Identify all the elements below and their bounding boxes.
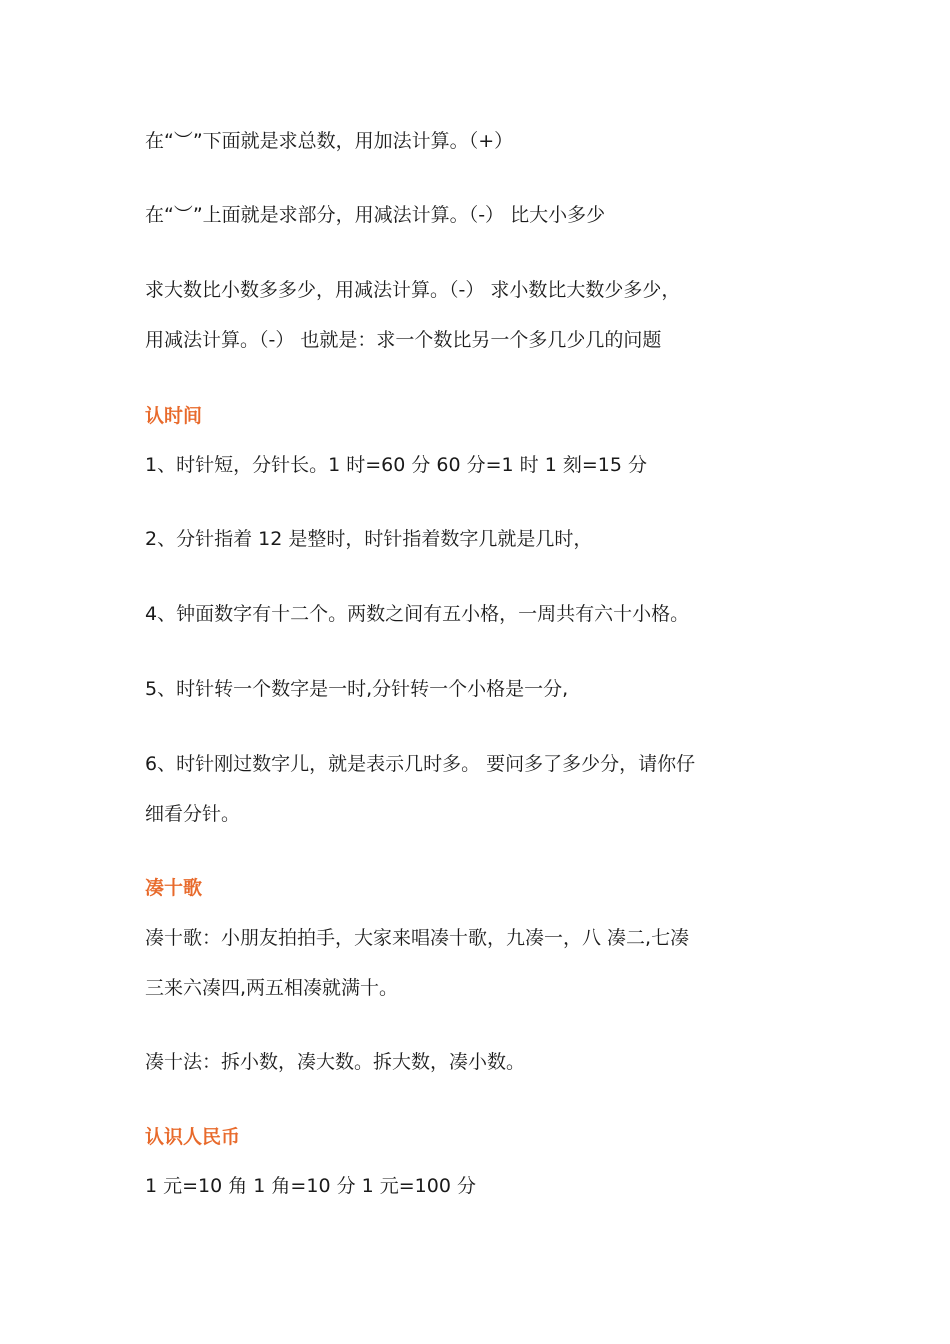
- section-heading-time: 认时间: [145, 405, 203, 427]
- ten-item: 凑十歌：小朋友拍拍手，大家来唱凑十歌，九凑一，八 凑二,七凑: [145, 927, 690, 949]
- intro-line-compare-cont: 用减法计算。（-） 也就是：求一个数比另一个多几少几的问题: [145, 329, 662, 351]
- intro-line-addition: 在“︶”下面就是求总数，用加法计算。（+）: [145, 130, 514, 152]
- time-item: 6、时针刚过数字儿，就是表示几时多。 要问多了多少分，请你仔: [145, 753, 696, 775]
- time-item: 1、时针短，分针长。1 时=60 分 60 分=1 时 1 刻=15 分: [145, 454, 647, 476]
- time-item: 细看分针。: [145, 803, 241, 825]
- rmb-item: 1 元=10 角 1 角=10 分 1 元=100 分: [145, 1175, 476, 1197]
- intro-line-subtraction: 在“︶”上面就是求部分，用减法计算。（-） 比大小多少: [145, 204, 606, 226]
- ten-item: 三来六凑四,两五相凑就满十。: [145, 977, 399, 999]
- time-item: 4、钟面数字有十二个。两数之间有五小格，一周共有六十小格。: [145, 603, 690, 625]
- section-heading-ten: 凑十歌: [145, 877, 203, 899]
- ten-item: 凑十法：拆小数，凑大数。拆大数，凑小数。: [145, 1051, 526, 1073]
- time-item: 2、分针指着 12 是整时，时针指着数字几就是几时，: [145, 528, 593, 550]
- time-item: 5、时针转一个数字是一时,分针转一个小格是一分,: [145, 678, 569, 700]
- intro-line-compare: 求大数比小数多多少，用减法计算。（-） 求小数比大数少多少，: [145, 279, 681, 301]
- section-heading-rmb: 认识人民币: [145, 1126, 241, 1148]
